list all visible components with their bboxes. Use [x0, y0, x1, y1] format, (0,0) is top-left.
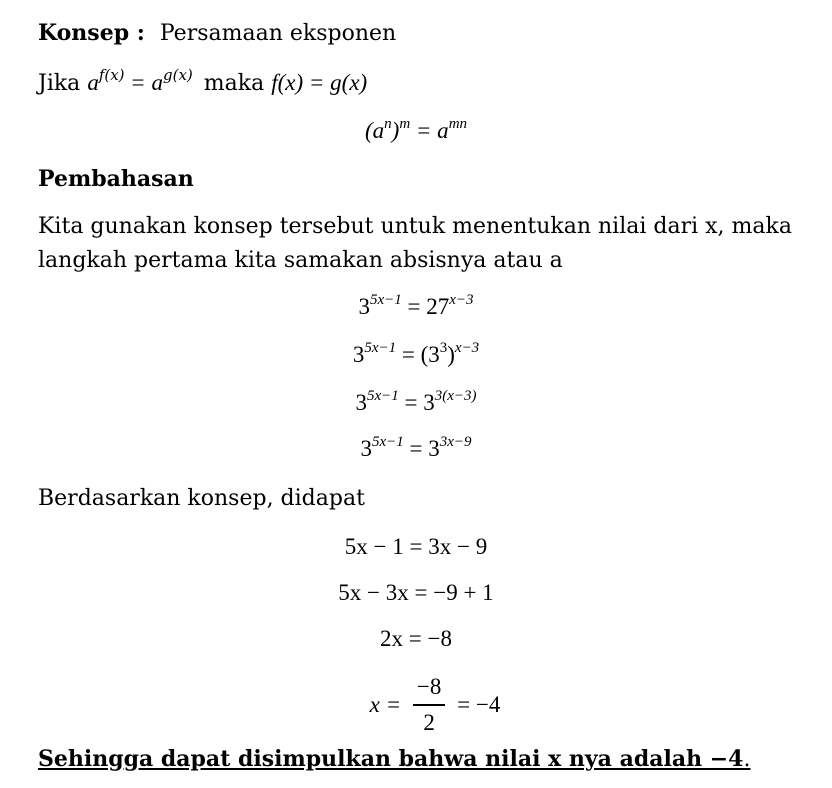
step4-lhs-base: 3 [360, 436, 372, 461]
rule1-rhs-exp: g(x) [163, 66, 193, 84]
step2-lhs-base: 3 [352, 342, 365, 367]
pembahasan-heading: Pembahasan [38, 166, 194, 192]
step2-rhs-inner-exp: 3 [439, 340, 448, 356]
step1-rhs-exp: x−3 [449, 292, 474, 308]
step4-rhs-exp: 3x−9 [439, 434, 472, 450]
equation-3: 2x = −8 [380, 626, 452, 651]
step1-lhs-base: 3 [358, 294, 370, 319]
rule1-prefix: Jika [38, 71, 81, 96]
step1-rhs: = 27 [407, 294, 450, 319]
rule2-eq: = a [415, 118, 449, 143]
step-1 [0, 294, 832, 320]
final-fraction [413, 672, 445, 738]
step3-rhs-exp: 3(x−3) [434, 388, 477, 404]
step2-lhs-exp: 5x−1 [364, 340, 397, 356]
equation-2: 5x − 3x = −9 + 1 [338, 580, 494, 605]
konsep-label: Konsep : [38, 20, 145, 46]
konsep-line [38, 20, 396, 47]
rule2-lhs: (a [364, 118, 385, 143]
step4-rhs: = 3 [409, 436, 440, 461]
step3-lhs-exp: 5x−1 [366, 388, 399, 404]
berdasarkan-text: Berdasarkan konsep, didapat [38, 486, 365, 511]
rule1-lhs-base: a [87, 70, 99, 95]
final-lhs: x = [369, 692, 402, 717]
rule1-mid: maka [203, 71, 265, 96]
rule2-close: ) [391, 118, 400, 143]
rule2-rhs-exp: mn [448, 116, 468, 132]
step2-rhs-exp: x−3 [454, 340, 480, 356]
rule2-outer-exp: m [399, 116, 411, 132]
step2-rhs: = (3 [401, 342, 440, 367]
step-4 [0, 436, 832, 462]
step3-lhs-base: 3 [355, 390, 367, 415]
final-equation [0, 672, 832, 738]
step1-lhs-exp: 5x−1 [369, 292, 402, 308]
final-rhs: = −4 [457, 692, 501, 717]
step2-rhs-close: ) [447, 342, 455, 367]
rule1-lhs-exp: f(x) [98, 66, 125, 84]
equation-1: 5x − 1 = 3x − 9 [344, 534, 488, 559]
paragraph-line-1: Kita gunakan konsep tersebut untuk menentukan nilai dari x, maka [38, 214, 792, 239]
fraction-denominator: 2 [423, 710, 435, 735]
step-2 [0, 342, 832, 368]
conclusion-text: Sehingga dapat disimpulkan bahwa nilai x nya adalah −4 [38, 746, 744, 772]
rule1-result: f(x) = g(x) [271, 70, 368, 95]
konsep-rule-1 [38, 66, 368, 97]
conclusion [38, 746, 751, 773]
paragraph-line-2: langkah pertama kita samakan absisnya atau a [38, 248, 563, 273]
step-3 [0, 390, 832, 416]
conclusion-end: . [743, 747, 751, 772]
fraction-numerator: −8 [413, 672, 445, 706]
konsep-title: Persamaan eksponen [159, 21, 397, 46]
rule1-eq: = [131, 70, 145, 95]
step4-lhs-exp: 5x−1 [371, 434, 404, 450]
rule2-inner-exp: n [384, 116, 392, 132]
konsep-rule-2 [0, 118, 832, 144]
step3-rhs: = 3 [404, 390, 435, 415]
rule1-rhs-base: a [151, 70, 164, 95]
